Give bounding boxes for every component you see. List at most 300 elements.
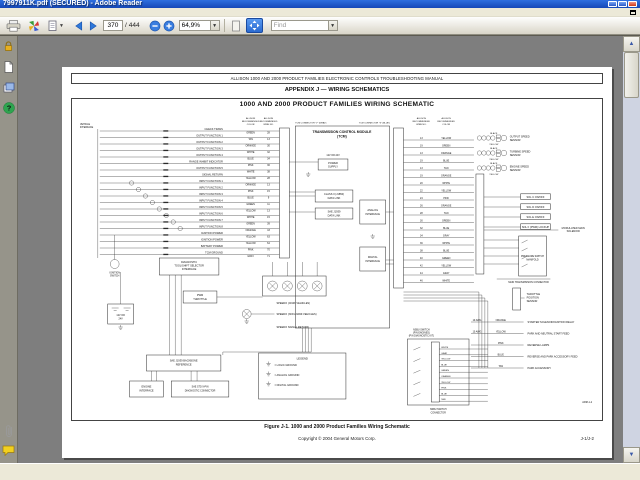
wire-number: 24 — [420, 196, 423, 201]
svg-text:ALLISON: ALLISON — [416, 117, 426, 121]
svg-text:(P/N DIAGNOSTIC KIT): (P/N DIAGNOSTIC KIT) — [408, 334, 434, 338]
sensor-wire-bottom: YELLOW — [489, 158, 499, 162]
wire-color: GREEN — [246, 203, 255, 207]
scrollbar-track[interactable] — [623, 98, 640, 447]
copyright: Copyright © 2004 General Motors Corp. — [298, 436, 376, 441]
svg-text:TOOL/SHIFT SELECTOR: TOOL/SHIFT SELECTOR — [174, 264, 204, 268]
wire-number: 63 — [267, 235, 270, 239]
vertical-scrollbar[interactable] — [623, 36, 640, 463]
legend-item — [266, 372, 299, 378]
left-wire-rows — [100, 127, 280, 258]
feed-color: PINK — [498, 341, 504, 345]
svg-text:DIAGNOSTIC CONNECTOR: DIAGNOSTIC CONNECTOR — [184, 389, 216, 393]
svg-text:SAE STD 9-PIN: SAE STD 9-PIN — [191, 385, 209, 389]
wire-color: TAN — [443, 211, 449, 216]
left-wire-column-header — [260, 117, 278, 126]
schematic-frame — [71, 98, 603, 421]
feed-gauge: 10 AWG — [472, 318, 482, 322]
wire-row — [403, 242, 473, 245]
attachments-panel-icon[interactable] — [4, 424, 14, 438]
wire-label: OUTPUT FUNCTION 4 — [196, 153, 223, 157]
left-color-column-header — [242, 117, 260, 126]
diagnostic-connector — [171, 381, 229, 397]
svg-text:REFERENCE: REFERENCE — [175, 363, 192, 367]
wire-row — [403, 167, 473, 170]
wire-row — [403, 234, 473, 237]
next-page-button[interactable] — [86, 18, 100, 33]
ground-symbol — [266, 362, 270, 366]
wire-number: 13 — [420, 136, 423, 141]
wire-color: GREEN — [246, 131, 255, 135]
comments-panel-icon[interactable] — [2, 445, 15, 456]
feed-gauge: 10 AWG — [472, 330, 482, 334]
tcm-connector-s-strip — [394, 128, 404, 288]
feed-color: ORANGE — [495, 318, 506, 322]
wire-number: 13 — [420, 151, 423, 156]
pwm-throttle — [183, 291, 262, 303]
svg-text:ENGINE: ENGINE — [141, 385, 152, 389]
svg-text:POSITION: POSITION — [526, 296, 539, 300]
wire-number: 19 — [420, 159, 423, 163]
wire-color: PINK — [247, 248, 254, 252]
chevron-down-icon: ▼ — [212, 22, 218, 29]
nsbu-wire — [439, 352, 488, 355]
input-function-contacts — [129, 181, 182, 231]
find-input[interactable] — [271, 20, 329, 31]
wire-label: INPUT FUNCTION 1 — [199, 179, 223, 183]
svg-text:COLOR: COLOR — [442, 123, 451, 127]
wire-row — [403, 212, 473, 215]
wire-number: 13 — [267, 138, 270, 142]
wire-color: ORANGE — [441, 174, 452, 178]
arrow-right-icon — [87, 20, 99, 32]
nsbu-wire — [439, 375, 488, 378]
wire-color: BLUE — [247, 157, 254, 161]
svg-text:ALLISON: ALLISON — [246, 117, 256, 121]
nsbu-wire — [439, 364, 488, 366]
pinwheel-icon — [28, 20, 40, 32]
scroll-down-button[interactable] — [623, 447, 640, 463]
sensor-label: SENSOR — [509, 138, 521, 142]
layers-panel-icon[interactable] — [3, 82, 15, 93]
vehicle-interface-label: VEHICLE — [79, 122, 91, 127]
wire-number: 19 — [420, 174, 423, 178]
svg-text:INTERFACE: INTERFACE — [181, 267, 197, 272]
drawing-number: AF98-1-2 — [582, 400, 593, 405]
sensor-label: SENSOR — [509, 153, 521, 157]
wire-color: WHITE — [246, 216, 255, 220]
class2-datalink-label: CLASS II (J1850) — [324, 192, 345, 197]
svg-text:?: ? — [6, 103, 11, 113]
feed-row — [471, 319, 575, 324]
wire-number: 32 — [420, 226, 423, 231]
wire-color: GRAY — [442, 271, 450, 276]
wire-row — [403, 204, 473, 207]
wire-label: IGNITION POWER — [201, 238, 223, 242]
sensor-label: OUTPUT SPEED — [509, 135, 530, 139]
nsbu-connector-label: NSBU SWITCH — [429, 407, 447, 412]
wire-number: 32 — [267, 151, 270, 155]
wire-color: GREEN — [246, 222, 255, 226]
wire-label: INPUT FUNCTION 8 — [199, 225, 223, 229]
svg-text:RECOMMENDED: RECOMMENDED — [437, 120, 455, 124]
zoom-out-icon — [149, 20, 161, 32]
legend-items — [266, 362, 299, 388]
wire-color: PINK — [441, 387, 447, 390]
wire-color: GREEN — [441, 256, 451, 261]
feed-destination: PARK ACCESSORY — [527, 366, 552, 371]
wire-color: WHITE — [442, 241, 450, 246]
wire-color: ORANGE — [441, 151, 452, 156]
minimize-button[interactable] — [608, 1, 617, 7]
class2-datalink-label: DATA LINK — [327, 196, 341, 201]
tcm-connector-v-strip — [279, 128, 289, 258]
page-display-button[interactable] — [229, 18, 243, 33]
psm-label: MANIFOLD — [526, 258, 539, 262]
zoom-level-dropdown[interactable] — [211, 20, 220, 31]
legend-item — [266, 382, 298, 388]
svg-text:SENSOR: SENSOR — [526, 299, 538, 303]
wire-number: 71 — [267, 255, 270, 259]
document-area[interactable] — [18, 36, 623, 463]
wire-number: 13 — [267, 209, 270, 213]
chevron-down-icon: ▼ — [59, 22, 64, 29]
wire-row — [403, 189, 473, 192]
window-title: 7997911K.pdf (SECURED) - Adobe Reader — [3, 0, 142, 7]
wire-label: INPUT FUNCTION 7 — [199, 218, 223, 222]
page-separator: / — [124, 22, 127, 29]
sensor-wire-top: BLACK — [490, 132, 498, 135]
wire-number: 28 — [420, 211, 423, 216]
wire-color: WHITE — [246, 170, 255, 174]
svg-text:SAE J1939 BACKBONE: SAE J1939 BACKBONE — [169, 359, 198, 363]
svg-text:WIRE NO.: WIRE NO. — [263, 123, 274, 127]
svg-text:ALLISON: ALLISON — [263, 117, 274, 121]
svg-text:= LOGIC GROUND: = LOGIC GROUND — [274, 363, 297, 368]
wire-number: 36 — [420, 241, 423, 246]
wire-number: 30 — [267, 144, 270, 148]
maximize-button[interactable] — [618, 1, 627, 7]
schematic-title: 1000 AND 2000 PRODUCT FAMILIES WIRING SCHEMATIC — [239, 101, 435, 108]
feed-row — [471, 330, 570, 335]
ground-symbol — [306, 172, 310, 176]
svg-text:RECOMMENDED: RECOMMENDED — [259, 120, 278, 124]
printer-icon — [6, 20, 21, 32]
wire-number: 36 — [267, 164, 270, 168]
wire-row — [403, 174, 473, 177]
wire-row — [403, 219, 473, 222]
nsbu-wire — [439, 359, 488, 361]
previous-page-button[interactable] — [72, 18, 86, 33]
feed-row — [471, 365, 551, 370]
pressure-switch-manifold — [484, 236, 547, 276]
feed-row — [471, 353, 578, 358]
wire-label: TCM GROUND — [205, 251, 223, 255]
nsbu-wire — [439, 370, 488, 372]
wire-label: INPUT FUNCTION 2 — [199, 186, 223, 190]
wire-color: YELLOW — [245, 235, 256, 239]
nsbu-wire — [439, 398, 488, 401]
nsbu-wire — [439, 382, 488, 384]
print-button[interactable] — [5, 18, 22, 33]
wire-label: OUTPUT FUNCTION 5 — [196, 166, 223, 170]
feed-rows — [471, 319, 578, 370]
j1939-backbone — [146, 355, 220, 381]
power-supply-label: SUPPLY — [328, 165, 339, 169]
legend-title: LEGEND — [296, 356, 308, 361]
close-button[interactable] — [628, 1, 637, 7]
wire-color: YELLOW — [245, 209, 256, 213]
title-bar[interactable] — [0, 0, 640, 8]
wire-color: PINK — [443, 196, 449, 201]
wire-color: TAN — [248, 138, 253, 142]
speed-sensor — [477, 132, 530, 146]
page-number-input[interactable] — [103, 20, 123, 31]
wire-number: 40 — [420, 256, 423, 261]
wire-row — [403, 227, 473, 230]
wire-color: PINK — [247, 190, 254, 194]
svg-text:RECOMMENDED: RECOMMENDED — [412, 120, 431, 124]
wire-color: YELLOW — [245, 242, 256, 246]
tcm-title: TRANSMISSION CONTROL MODULE — [312, 129, 372, 135]
main-transmission-connector-label: MAIN TRANSMISSION CONNECTOR — [508, 280, 549, 285]
svg-text:WIRE NO.: WIRE NO. — [416, 123, 427, 127]
wire-number: 13 — [420, 166, 423, 171]
security-lock-icon[interactable] — [3, 41, 14, 52]
wire-number: 28 — [267, 131, 270, 135]
find-dropdown[interactable] — [329, 20, 338, 31]
wire-color: TAN — [443, 166, 449, 171]
wire-label: OUTPUT FUNCTION 3 — [196, 147, 223, 151]
wire-color: PINK — [247, 164, 254, 168]
digital-interface-label: DIGITAL — [367, 255, 378, 260]
wire-row — [403, 264, 473, 267]
page-navigation-button[interactable] — [46, 18, 65, 33]
navigation-panel-strip — [0, 36, 18, 463]
wiring-schematic — [72, 112, 602, 418]
wire-label: SIGNAL RETURN — [202, 173, 223, 177]
collaborate-button[interactable] — [27, 18, 41, 33]
status-bar — [0, 463, 640, 480]
wire-number: 46 — [420, 279, 423, 283]
nsbu-connector-label: CONNECTOR — [430, 411, 446, 415]
wire-number: 30 — [420, 219, 423, 223]
sensor-wire-bottom: YELLOW — [489, 173, 499, 177]
find-group — [271, 20, 338, 31]
window-controls — [608, 1, 637, 8]
wire-label: RANGE INHIBIT INDICATOR — [189, 160, 223, 164]
nsbu-wires — [439, 347, 488, 401]
scroll-up-button[interactable] — [623, 36, 640, 52]
page-total: 444 — [128, 22, 140, 29]
speedo-sensor — [242, 301, 316, 329]
wire-color: GREEN — [441, 219, 451, 223]
wire-number: 15 — [267, 216, 270, 220]
wire-color: WHITE — [246, 151, 255, 155]
wire-number: 38 — [267, 170, 270, 174]
wire-number: 9 — [267, 196, 270, 200]
zoom-level-combo[interactable] — [179, 20, 211, 31]
engine-interface — [130, 381, 164, 397]
wire-number: 19 — [420, 144, 423, 148]
feed-destination: REVERSE AND PARK ACCESSORY FEED — [527, 355, 578, 359]
help-icon[interactable] — [3, 102, 15, 114]
solenoid-label — [484, 224, 550, 230]
feed-row — [471, 342, 550, 347]
svg-text:RECOMMENDED: RECOMMENDED — [241, 120, 260, 124]
sensor-wire-top: BLACK — [490, 162, 498, 165]
sensor-wire-top: BLACK — [490, 147, 498, 150]
right-wire-column-header — [413, 117, 431, 126]
restore-document-window-icon[interactable] — [630, 10, 636, 15]
wire-label: OUTPUT FUNCTION 1 — [196, 134, 223, 138]
wire-row — [403, 279, 473, 282]
expand-arrows-icon — [249, 20, 260, 31]
modulated-main-solenoid-label: SOLENOID — [566, 230, 580, 234]
wire-number: 64 — [267, 242, 270, 246]
svg-text:IGNITION: IGNITION — [109, 271, 120, 275]
wire-number: 34 — [420, 234, 423, 238]
throttle-position-sensor — [513, 288, 541, 310]
battery — [108, 272, 134, 329]
wire-label: OUTPUT FUNCTION 2 — [196, 140, 223, 144]
wire-label: INPUT FUNCTION 3 — [199, 192, 223, 196]
feed-destination: REVERSE LAMPS — [527, 343, 550, 348]
wire-row — [403, 197, 473, 200]
wire-color: GRAY — [442, 234, 450, 238]
speed-sensors — [477, 132, 530, 176]
wire-color: YELLOW — [441, 136, 452, 141]
svg-text:COLOR: COLOR — [246, 123, 255, 127]
zoom-out-button[interactable] — [148, 18, 162, 33]
svg-text:(P/N ENGINES): (P/N ENGINES) — [412, 331, 430, 335]
manual-header: ALLISON 1000 AND 2000 PRODUCT FAMILIES ELECTRONIC CONTROLS TROUBLESHOOTING MANUAL — [71, 73, 603, 84]
appendix-title: APPENDIX J — WIRING SCHEMATICS — [284, 87, 390, 93]
wire-number: 42 — [420, 264, 423, 268]
wire-color: YELLOW — [441, 381, 451, 384]
arrow-up-icon: ▲ — [628, 41, 635, 47]
svg-text:SOL C ON/OFF: SOL C ON/OFF — [526, 195, 545, 199]
wire-color: GRAY — [247, 255, 254, 259]
svg-text:THROTTLE: THROTTLE — [526, 292, 541, 297]
digital-interface-label: INTERFACE — [365, 259, 380, 263]
nsbu-wire — [439, 388, 488, 390]
zoom-level-value: 64,9% — [181, 22, 201, 29]
ground-symbol — [371, 234, 375, 238]
j1939-datalink-label: DATA LINK — [327, 214, 341, 218]
full-screen-button[interactable] — [246, 18, 263, 33]
wire-color: BLUE — [441, 393, 447, 396]
wire-color: YELLOW — [441, 358, 451, 361]
svg-text:SWITCH: SWITCH — [110, 274, 120, 278]
wire-color: ORANGE — [245, 183, 256, 187]
single-page-icon — [230, 20, 242, 32]
wire-row — [403, 137, 473, 140]
wire-number: 22 — [420, 189, 423, 193]
diagnostic-tool-interface — [159, 258, 219, 355]
svg-text:24V: 24V — [118, 317, 123, 321]
wire-color: TAN — [441, 399, 446, 402]
nsbu-wire — [439, 393, 488, 395]
power-supply-label: POWER — [328, 161, 338, 165]
tcm-block — [289, 121, 393, 328]
analog-interface-label: ANALOG — [367, 208, 379, 213]
wire-color: WHITE — [441, 346, 449, 350]
menu-bar — [0, 8, 640, 17]
wire-color: BLUE — [443, 159, 450, 163]
nsbu-switch — [407, 328, 469, 414]
modulated-main-solenoid-label: MODULATED MAIN — [561, 226, 585, 230]
wire-row — [403, 182, 473, 185]
right-wire-rows — [403, 137, 473, 283]
wire-color: BLUE — [443, 249, 450, 253]
wire-label: INPUT FUNCTION 6 — [199, 212, 223, 216]
wire-label: CHECK TRANS — [204, 127, 223, 131]
tcm-connector-left-label: TCM CONNECTOR "V" (GRAY) — [295, 122, 327, 125]
wire-number: 15 — [267, 190, 270, 194]
wire-color: YELLOW — [245, 177, 256, 181]
wire-color: GRAY — [441, 352, 448, 355]
psm-label: PRESSURE SWITCH — [521, 254, 545, 259]
pages-panel-icon[interactable] — [3, 61, 14, 73]
scrollbar-thumb[interactable] — [624, 52, 639, 98]
wire-label: INPUT FUNCTION 4 — [199, 199, 223, 203]
feed-color: BLUE — [497, 353, 504, 357]
ground-symbol — [266, 372, 270, 376]
figure-caption: Figure J-1. 1000 and 2000 Product Families Wiring Schematic — [264, 424, 410, 430]
wire-number: 70 — [267, 248, 270, 252]
wire-row — [403, 159, 473, 162]
sensor-wire-bottom: YELLOW — [489, 143, 499, 147]
pages-icon — [47, 20, 58, 32]
wire-row — [403, 257, 473, 260]
svg-text:NSBU SWITCH: NSBU SWITCH — [413, 328, 430, 332]
wire-color: BLUE — [247, 196, 254, 200]
svg-text:SOL D ON/OFF: SOL D ON/OFF — [526, 205, 545, 209]
wire-number: 20 — [420, 181, 423, 186]
svg-text:DIAGNOSTIC: DIAGNOSTIC — [181, 260, 198, 265]
wire-label: INPUT FUNCTION 5 — [199, 205, 223, 209]
wire-color: YELLOW — [441, 264, 452, 268]
wire-number: 13 — [267, 183, 270, 187]
zoom-in-icon — [163, 20, 175, 32]
zoom-in-button[interactable] — [162, 18, 176, 33]
speedo-j1939-label: SPEEDO (J1939 VEHICLES) — [276, 301, 311, 306]
wire-color: YELLOW — [441, 189, 452, 193]
arrow-down-icon: ▼ — [628, 452, 635, 458]
svg-text:12V OR: 12V OR — [116, 313, 125, 318]
wire-row — [403, 144, 473, 147]
solenoid-connector-strip — [476, 174, 484, 274]
solenoid-labels — [484, 194, 550, 230]
wire-color: GREEN — [441, 144, 451, 148]
wire-color: ORANGE — [245, 229, 256, 233]
toolbar-divider — [224, 19, 225, 32]
solenoid-label — [484, 204, 550, 210]
speedo-non-j1939-label: SPEEDO (NON-J1939 VEHICLES) — [276, 312, 317, 317]
right-color-column-header — [437, 117, 455, 126]
tcm-bus-label: 12V OR 24V — [326, 153, 340, 158]
wire-color: ORANGE — [441, 204, 452, 208]
sensor-label: SENSOR — [509, 168, 521, 172]
svg-text:INTERFACE: INTERFACE — [139, 389, 154, 393]
svg-text:SOL E ON/OFF: SOL E ON/OFF — [526, 215, 545, 219]
svg-text:THROTTLE: THROTTLE — [193, 297, 207, 301]
harness-connector — [263, 262, 327, 296]
wire-number: 11 — [267, 203, 270, 207]
svg-text:SOL F (PWM) LOCKUP: SOL F (PWM) LOCKUP — [521, 225, 550, 229]
wire-color: BLUE — [441, 364, 447, 367]
